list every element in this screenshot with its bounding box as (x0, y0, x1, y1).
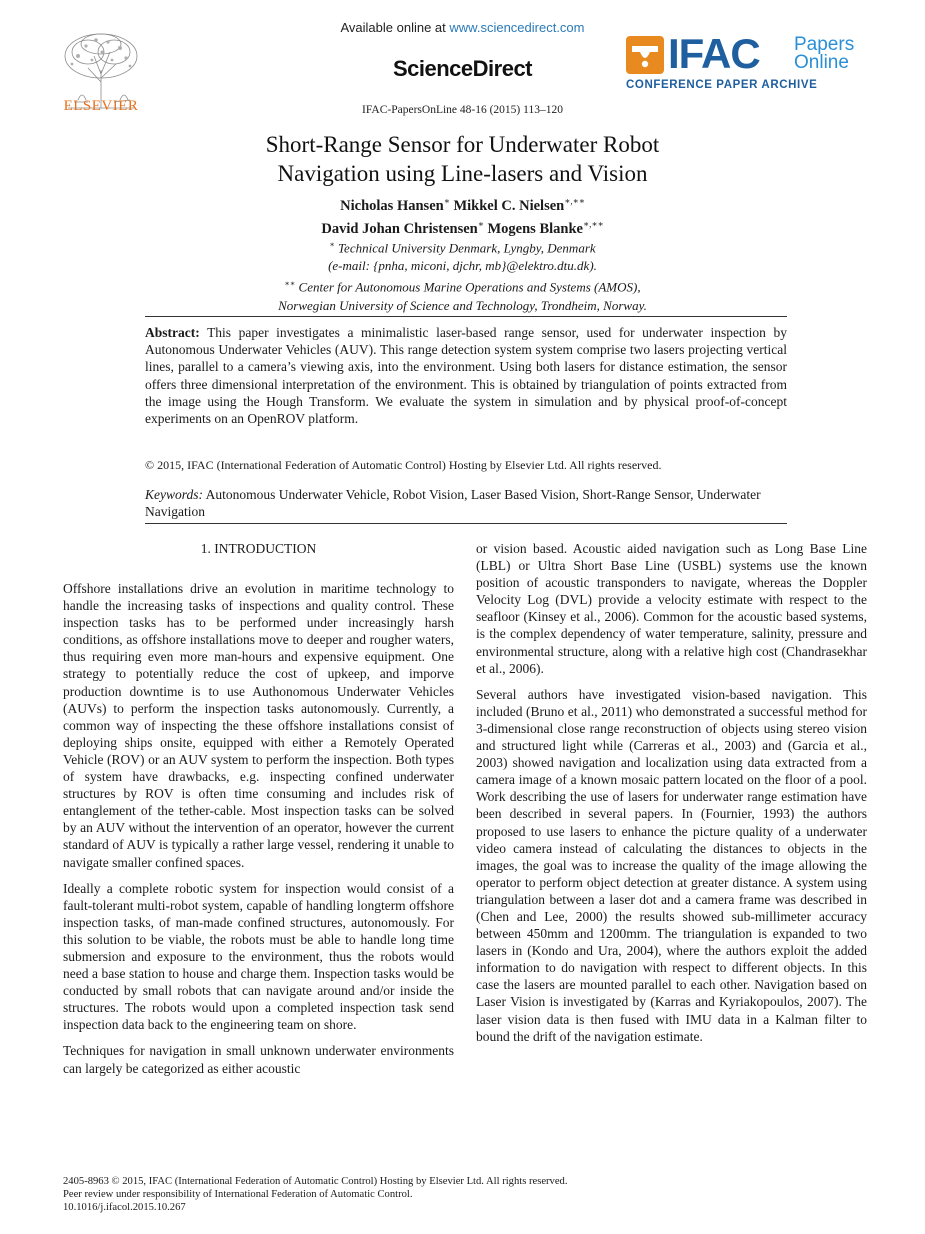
paragraph: or vision based. Acoustic aided navigation such as Long Base Line (LBL) or Ultra Short Base Line (USBL) systems use the known position of acoustic transponders to navigate, whereas the Doppler Velocity Log (DVL) provide a velocity estimate with respect to the seafloor (Kinsey et al., 2006). Common for the acoustic based systems, is the complex dependency of water temperature, salinity, pressure and environmental structure, along with a relative high cost (Chandrasekhar et al., 2006). (476, 541, 867, 676)
right-column (476, 540, 867, 1054)
affiliation-text: Norwegian University of Science and Technology, Trondheim, Norway. (278, 297, 647, 313)
footer (63, 1175, 863, 1214)
title-line-1: Short-Range Sensor for Underwater Robot (265, 132, 660, 157)
affiliation-email: (e-mail: {pnha, miconi, djchr, mb}@elektro.dtu.dk). (328, 258, 597, 274)
author-name: David Johan Christensen (321, 220, 478, 237)
author-name: Mogens Blanke (487, 220, 583, 237)
author-mark: ∗ (477, 218, 484, 229)
ifac-conference-archive: CONFERENCE PAPER ARCHIVE (626, 79, 818, 91)
paragraph: Offshore installations drive an evolution in maritime technology to handle the increasing tasks of inspections and quality control. These inspection tasks has to be performed under increasingly harsh conditions, as offshore installations move to deeper and rougher waters, thus requiring even more man-hours and expensive equipment. One strategy to potentially reduce the cost of upkeep, and imporve production downtime is to use Authonomous Underwater Vehicles (AUVs) to perform the inspection tasks autonomously. Currently, a common way of inspecting the these offshore installations consist of deploying ships onsite, equipped with either a Remotely Operated Vehicle (ROV) or an AUV system to perform the inspection. Both types of system have drawbacks, e.g. inspecting confined underwater structures by ROV is often time consuming and includes risk of entanglement of the tether-cable. Most inspection tasks can be solved by an AUV without the intervention of an operator, however the current standard of AUV is typically a rather large vessel, rendering it unable to navigate smaller confined spaces. (63, 581, 454, 870)
abstract-text: This paper investigates a minimalistic laser-based range sensor, used for underwater inspection by Autonomous Underwater Vehicles (AUV). This range detection system system comprise two lasers projecting vertical lines, parallel to a camera’s viewing axis, into the environment. Using both lasers for distance estimation, the sensor offers three dimensional interpretation of the environment. This is obtained by triangulation of points extracted from the image using the Hough Transform. We evaluate the system in simulation and by physical proof-of-concept experiments on an OpenROV platform. (145, 325, 787, 427)
author-list (0, 192, 925, 238)
keywords-text: Autonomous Underwater Vehicle, Robot Vision, Laser Based Vision, Short-Range Sensor, Underwater Navigation (145, 487, 761, 520)
abstract-label: Abstract: (145, 325, 200, 340)
paragraph: Ideally a complete robotic system for inspection would consist of a fault-tolerant multi-robot system, capable of handling longterm offshore inspection tasks, of man-made confined structures, autonomously. For this solution to be viable, the robots must be able to handle long time submersion and exposure to the environment, thus the robots would need a base station to house and charge them. Inspection tasks would be conducted by small robots that can navigate around and/or inside the structures. The robots would upon a completed inspection task send inspection data back to the engineering team on shore. (63, 880, 454, 1033)
available-online-line (0, 20, 925, 35)
left-column (63, 540, 454, 1086)
section-heading: 1. INTRODUCTION (200, 541, 317, 556)
footer-doi[interactable]: 10.1016/j.ifacol.2015.10.267 (63, 1202, 186, 1213)
paragraph: Techniques for navigation in small unknown underwater environments can largely be categorized as either acoustic (63, 1043, 454, 1076)
author-name: Mikkel C. Nielsen (453, 197, 565, 214)
abstract-top-rule (145, 316, 787, 317)
keywords (145, 486, 787, 520)
abstract-bottom-rule (145, 523, 787, 524)
keywords-label: Keywords: (145, 487, 203, 502)
sciencedirect-wordmark: ScienceDirect (392, 56, 533, 81)
authors-line-2 (0, 215, 925, 238)
affiliation-mark: ∗ (329, 240, 335, 249)
affiliation-text: Technical University Denmark, Lyngby, Denmark (338, 240, 596, 256)
ifac-online-label: Online (794, 52, 849, 73)
affiliation-line (0, 236, 925, 257)
available-prefix: Available online at (340, 20, 450, 35)
footer-peer-review: Peer review under responsibility of International Federation of Automatic Control. (63, 1189, 413, 1200)
ifac-wordmark: IFAC (668, 30, 760, 77)
abstract (145, 324, 787, 427)
paper-title (0, 130, 925, 188)
ifac-logo (626, 30, 876, 98)
ifac-papers-label: Papers (794, 34, 855, 55)
title-line-2: Navigation using Line-lasers and Vision (277, 161, 648, 186)
author-mark: ∗,∗∗ (582, 218, 604, 229)
elsevier-wordmark: ELSEVIER (63, 98, 139, 114)
affiliations (0, 236, 925, 315)
author-name: Nicholas Hansen (340, 197, 444, 214)
ifac-emblem-icon (626, 36, 664, 74)
author-mark: ∗,∗∗ (564, 196, 585, 206)
affiliation-line (0, 275, 925, 296)
affiliation-text: Center for Autonomous Marine Operations and Systems (AMOS), (298, 279, 641, 295)
paragraph: Several authors have investigated vision-based navigation. This included (Bruno et al., 2011) who demonstrated a successful method for 3-dimensional close range reconstruction of objects using stereo vision and structured light while (Carreras et al., 2003) and (Garcia et al., 2003) showed navigation and localization using data extracted from a camera image of a known mosaic pattern located on the floor of a pool. Work describing the use of lasers for underwater range estimation have been described in several papers. In (Fournier, 1993) the authors proposed to use lasers to enhance the picture quality of a underwater video camera instead of calculating the distances to objects in the images, the goal was to increase the quality of the image allowing the operator to perform object detection at greater distance. A system using triangulation between a laser dot and a camera frame was described in (Chen and Lee, 2000) the results showed sub-millimeter accuracy between 450mm and 1200mm. The triangulation is expanded to two lasers in (Kondo and Ura, 2004), where the authors exploit the added information to do navigation with respect to different objects. In this case the lasers are mounted parallel to each other. Navigation based on Laser Vision is investigated by (Karras and Kyriakopoulos, 2007). The laser vision data is then fused with IMU data in a Kalman filter to bound the drift of the navigation estimate. (476, 686, 867, 1044)
journal-reference: IFAC-PapersOnLine 48-16 (2015) 113–120 (362, 104, 563, 116)
sciencedirect-link[interactable]: www.sciencedirect.com (449, 20, 585, 35)
ifac-papers-online (794, 36, 854, 72)
footer-copyright: 2405-8963 © 2015, IFAC (International Federation of Automatic Control) Hosting by Elsevier Ltd. All rights reserved. (63, 1176, 568, 1187)
copyright-notice: © 2015, IFAC (International Federation of Automatic Control) Hosting by Elsevier Ltd. All rights reserved. (145, 458, 662, 472)
affiliation-mark: ∗∗ (284, 279, 296, 289)
author-mark: ∗ (443, 196, 450, 206)
authors-line-1 (0, 192, 925, 215)
